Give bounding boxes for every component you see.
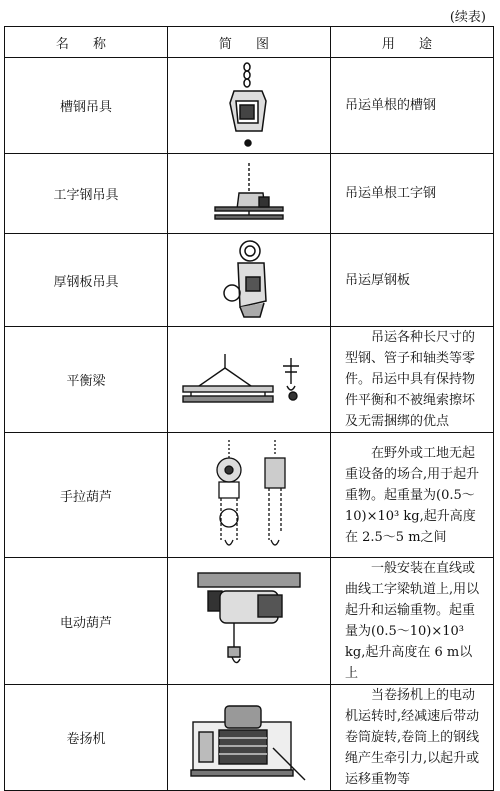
- equipment-table: [4, 26, 494, 791]
- row-name: 槽钢吊具: [5, 58, 168, 154]
- row-name: 手拉葫芦: [5, 433, 168, 558]
- row-use: 吊运单根的槽钢: [331, 58, 494, 154]
- row-use: 一般安装在直线或曲线工字梁轨道上,用以起升和运输重物。起重量为(0.5～10)×10³ kg,起升高度在 6 m以上: [331, 558, 494, 685]
- row-use: 吊运厚钢板: [331, 234, 494, 327]
- balance-beam-icon: [168, 327, 331, 433]
- thick-plate-clamp-icon: [168, 234, 331, 327]
- table-row: [5, 433, 494, 558]
- row-use: 吊运单根工字钢: [331, 154, 494, 234]
- electric-hoist-icon: [168, 558, 331, 685]
- row-name: 平衡梁: [5, 327, 168, 433]
- row-name: 卷扬机: [5, 685, 168, 791]
- winch-icon: [168, 685, 331, 791]
- table-row: [5, 154, 494, 234]
- header-name: 名 称: [5, 27, 168, 58]
- header-use: 用 途: [331, 27, 494, 58]
- table-row: [5, 58, 494, 154]
- continued-label: (续表): [449, 10, 486, 25]
- row-use: 当卷扬机上的电动机运转时,经减速后带动卷筒旋转,卷筒上的钢线绳产生牵引力,以起升或运移重物等: [331, 685, 494, 791]
- row-name: 电动葫芦: [5, 558, 168, 685]
- table-row: [5, 685, 494, 791]
- row-use: 吊运各种长尺寸的型钢、管子和轴类等零件。吊运中具有保持物件平衡和不被绳索擦坏及无需捆绑的优点: [331, 327, 494, 433]
- channel-steel-clamp-icon: [168, 58, 331, 154]
- table-row: [5, 558, 494, 685]
- table-row: [5, 327, 494, 433]
- row-name: 厚钢板吊具: [5, 234, 168, 327]
- chain-hoist-icon: [168, 433, 331, 558]
- table-row: [5, 234, 494, 327]
- i-beam-clamp-icon: [168, 154, 331, 234]
- table-header-row: [5, 27, 494, 58]
- row-name: 工字钢吊具: [5, 154, 168, 234]
- header-diagram: 简 图: [168, 27, 331, 58]
- row-use: 在野外或工地无起重设备的场合,用于起升重物。起重量为(0.5～10)×10³ kg,起升高度在 2.5～5 m之间: [331, 433, 494, 558]
